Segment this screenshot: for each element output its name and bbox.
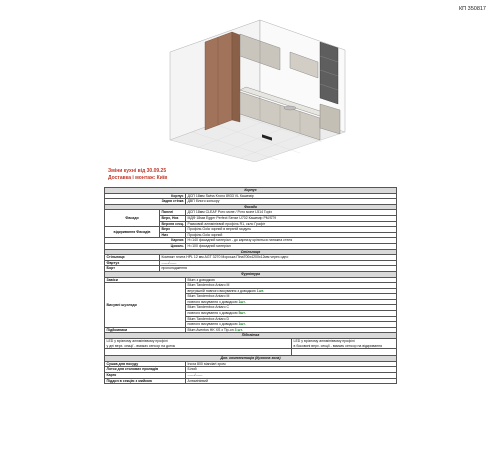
note-delivery: Доставка і монтаж: Київ (108, 175, 168, 181)
table-row: Цоколь Н=100 фасадний матеріал (105, 243, 397, 249)
table-row: Піддон в секцію з мийкою Алюмінієвий (105, 378, 397, 384)
drawer-line-6: Blum Tandembox Antaro D (186, 316, 397, 322)
section-countertop: Стільниця (105, 249, 397, 255)
drawer-line-2: Blum Tandembox Antaro M (186, 294, 397, 300)
section-lighting: Підсвітка (105, 333, 397, 339)
section-hardware: Фурнітура (105, 271, 397, 277)
lift-value: Blum Aventos HK XS з Tip-on 3 шт. (186, 327, 397, 333)
drawer-line-7: повного висування з доводкою 1шт. (186, 322, 397, 328)
table-row: Фасади Панелі ДСП 18мм CLEAF Рото моне / Рото моне L514 Горіх (105, 210, 397, 216)
lighting-right: LED у врізному алюмінієвому профілі в боковині верх. секції - вмикач сенсор на відкривання (292, 339, 397, 349)
table-row: Верхня секц. Рамковий алюмінієвий профіль R1, скло Графіт (105, 221, 397, 227)
table-row: Задня стінка ДВП білого кольору (105, 199, 397, 205)
table-row: Верх, Низ МДФ 18мм Egger Perfect Sense U702 Кашемір PM/ST9 (105, 215, 397, 221)
spec-table (104, 187, 397, 384)
table-row: Борт прохолодження (105, 266, 397, 272)
drawer-line-4: Blum Tandembox Antaro C (186, 305, 397, 311)
table-row: відкривання Фасадів Верх Профіль Gola чорний в верхній модуль (105, 227, 397, 233)
section-facades: Фасади (105, 204, 397, 210)
table-row (105, 339, 397, 349)
table-row: Висувні шухляди Blum Tandembox Antaro M (105, 283, 397, 289)
table-row: Карго ------/------ (105, 373, 397, 379)
drawer-line-0: Blum Tandembox Antaro M (186, 283, 397, 289)
table-row: Низ Профіль Gola чорний (105, 232, 397, 238)
section-extra: Доп. комплектація (Кухонна зона) (105, 356, 397, 362)
table-row: Сушка для посуду Inoxa 800 standart хром (105, 361, 397, 367)
table-row: Фартух ------/------ (105, 260, 397, 266)
table-row: Завіси Blum з доводкою (105, 277, 397, 283)
note-date: Зміни кухні від 30.09.25 (108, 168, 167, 174)
table-row: Корпус ДСП 18мм Swiss Krono 8933 VL Кашемір (105, 193, 397, 199)
drawer-line-3: повного висування з доводкою 1шт. (186, 299, 397, 305)
kitchen-render-image (150, 12, 360, 162)
table-row: Карниз Н=140 фасадний матеріал - до карнизу кріпиться натяжна стеля (105, 238, 397, 244)
change-note (108, 168, 167, 182)
table-row: Лоток для столових приладів Білий (105, 367, 397, 373)
table-row: Підйомники Blum Aventos HK XS з Tip-on 3 шт. (105, 327, 397, 333)
section-body: Корпус (105, 188, 397, 194)
drawer-line-1: внутрішній повного висування з доводкою 1шт. (186, 288, 397, 294)
lighting-left: LED у врізному алюмінієвому профілі у дні верх. секції - вмикач сенсор на дотик (105, 339, 292, 349)
document-id: КП 350817 (458, 6, 486, 12)
drawer-line-5: повного висування з доводкою 5шт. (186, 311, 397, 317)
table-row: Стільниця Компакт плита HPL 12 мм AGT 3270 Морська Піна700х4200х12мм через одно (105, 255, 397, 261)
